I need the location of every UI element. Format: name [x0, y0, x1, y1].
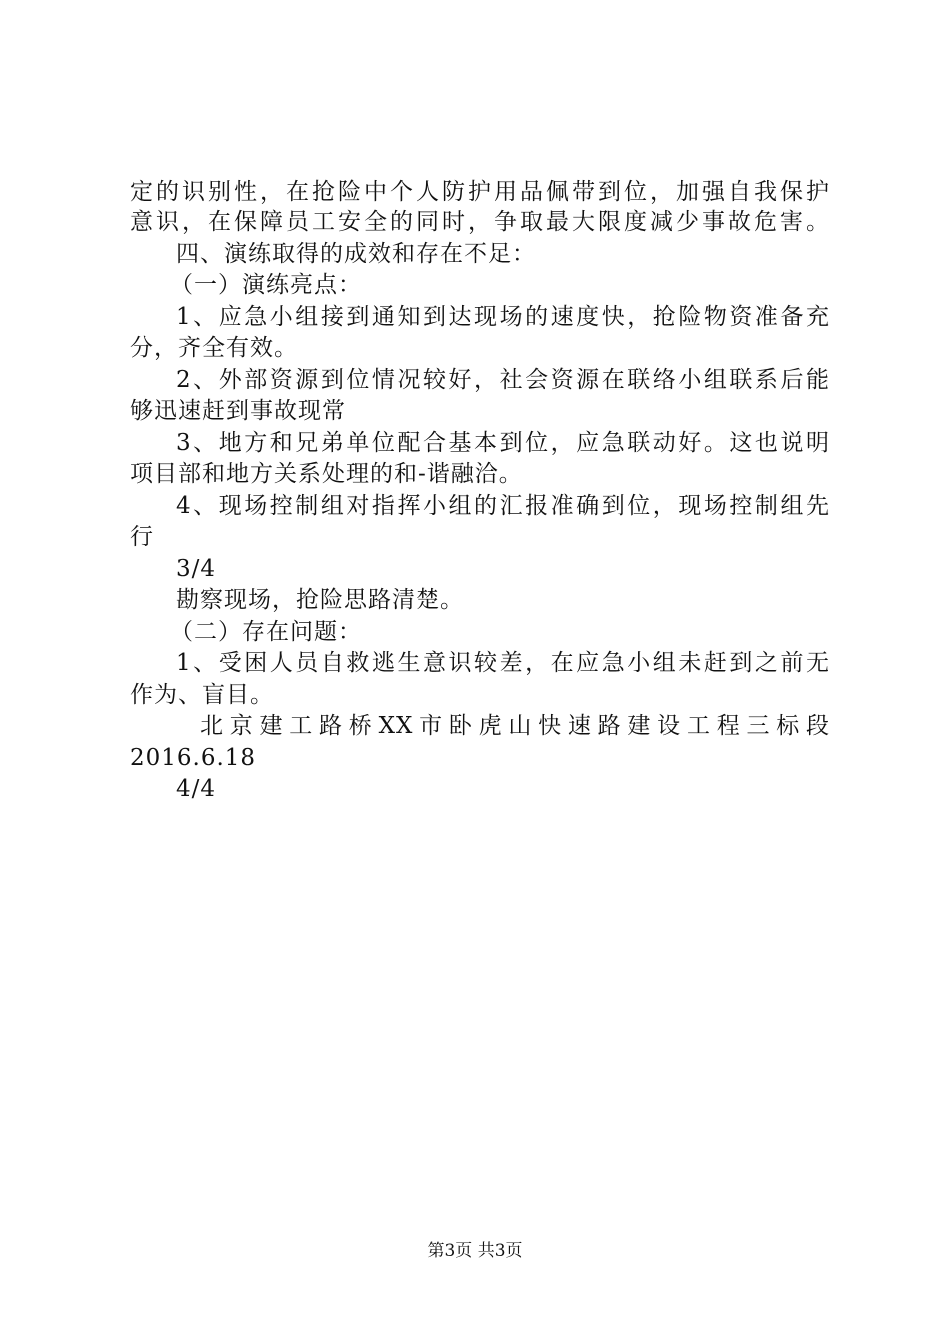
section-heading: 四、演练取得的成效和存在不足：	[176, 241, 536, 267]
list-item: 1、应急小组接到通知到达现场的速度快，抢险物资准备充	[176, 304, 830, 330]
signature-date: 2016.6.18	[130, 745, 257, 771]
paragraph-line: 项目部和地方关系处理的和-谐融洽。	[130, 461, 523, 487]
list-item: 1、受困人员自救逃生意识较差，在应急小组未赶到之前无	[176, 650, 830, 676]
list-item: 4、现场控制组对指挥小组的汇报准确到位，现场控制组先	[176, 493, 830, 519]
page-marker: 4/4	[176, 776, 217, 802]
signature-organization: 北京建工路桥XX市卧虎山快速路建设工程三标段	[200, 713, 830, 739]
subsection-heading: （二）存在问题：	[170, 619, 362, 645]
paragraph-line: 定的识别性，在抢险中个人防护用品佩带到位，加强自我保护	[130, 179, 830, 205]
list-item: 3、地方和兄弟单位配合基本到位，应急联动好。这也说明	[176, 430, 830, 456]
page-footer: 第3页 共3页	[427, 1241, 523, 1261]
paragraph-line: 行	[130, 524, 154, 550]
page-marker: 3/4	[176, 556, 217, 582]
paragraph-line: 勘察现场，抢险思路清楚。	[176, 587, 464, 613]
paragraph-line: 作为、盲目。	[130, 682, 274, 708]
paragraph-line: 够迅速赶到事故现常	[130, 398, 346, 424]
subsection-heading: （一）演练亮点：	[170, 272, 362, 298]
list-item: 2、外部资源到位情况较好，社会资源在联络小组联系后能	[176, 367, 830, 393]
paragraph-line: 分，齐全有效。	[130, 335, 298, 361]
paragraph-line: 意识，在保障员工安全的同时，争取最大限度减少事故危害。	[130, 209, 830, 235]
